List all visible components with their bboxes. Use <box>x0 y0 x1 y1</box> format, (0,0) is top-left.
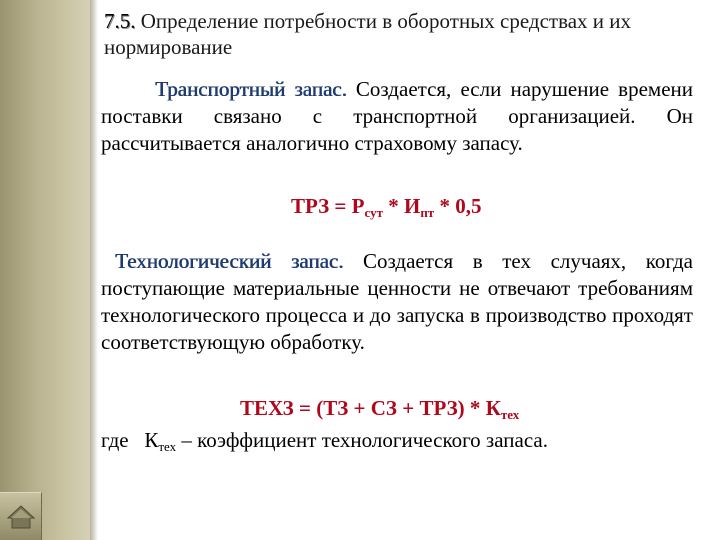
formula1-rhs: * 0,5 <box>434 194 482 218</box>
technological-stock-text: Создается в тех случаях, когда поступающие материальные ценности не отвечают требованиям технологического процесса и до запуска в производство проходят соответствующую обработку. <box>101 249 693 354</box>
formula1-lhs: ТРЗ = Р <box>291 194 365 218</box>
home-button[interactable] <box>0 492 42 540</box>
formula1-mid: * И <box>382 194 421 218</box>
coefficient-definition <box>101 427 548 453</box>
title-text: Определение потребности в оборотных средствах и их нормирование <box>104 9 632 59</box>
transport-stock-formula <box>291 193 481 219</box>
transport-stock-text: Создается, если нарушение времени поставки связано с транспортной организацией. Он рассчитывается аналогично страховому запасу. <box>101 77 693 155</box>
title-number: 7.5. <box>104 9 136 33</box>
formula1-sub-sut: сут <box>364 205 383 220</box>
formula2-main: ТЕХЗ = (ТЗ + СЗ + ТРЗ) * К <box>240 396 501 420</box>
formula1-sub-pt: пт <box>420 205 435 220</box>
where-prefix: где К <box>101 428 159 452</box>
technological-stock-formula <box>240 395 519 421</box>
where-text: – коэффициент технологического запаса. <box>176 428 548 452</box>
decorative-sidebar <box>0 0 90 540</box>
home-icon <box>6 504 36 530</box>
technological-stock-paragraph <box>101 248 693 356</box>
technological-stock-term: Технологический запас. <box>115 249 344 273</box>
transport-stock-paragraph <box>101 76 693 157</box>
where-sub: тех <box>158 439 177 454</box>
transport-stock-term: Транспортный запас. <box>155 77 347 101</box>
slide-title <box>104 8 704 60</box>
formula2-sub-tech: тех <box>500 407 520 422</box>
